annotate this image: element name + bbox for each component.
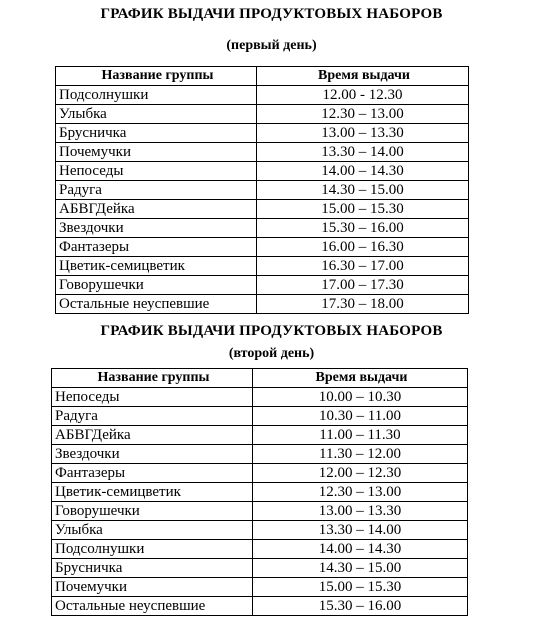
- table-row: [52, 502, 468, 521]
- day1-rows: [56, 86, 469, 314]
- group-name-cell: Звездочки: [56, 219, 257, 238]
- day2-schedule-table: [51, 368, 468, 616]
- group-name-cell: Говорушечки: [52, 502, 253, 521]
- group-name-cell: АБВГДейка: [52, 426, 253, 445]
- group-name-cell: АБВГДейка: [56, 200, 257, 219]
- time-slot-cell: 11.30 – 12.00: [253, 445, 468, 464]
- table-row: [52, 407, 468, 426]
- table-row: [52, 578, 468, 597]
- time-slot-cell: 17.00 – 17.30: [257, 276, 469, 295]
- day1-title: ГРАФИК ВЫДАЧИ ПРОДУКТОВЫХ НАБОРОВ: [100, 6, 443, 22]
- table-row: [56, 105, 469, 124]
- time-slot-cell: 16.30 – 17.00: [257, 257, 469, 276]
- column-header-time: Время выдачи: [253, 369, 468, 388]
- time-slot-cell: 14.00 – 14.30: [257, 162, 469, 181]
- group-name-cell: Улыбка: [52, 521, 253, 540]
- column-header-time: Время выдачи: [257, 67, 469, 86]
- time-slot-cell: 15.30 – 16.00: [253, 597, 468, 616]
- time-slot-cell: 14.30 – 15.00: [253, 559, 468, 578]
- group-name-cell: Непоседы: [56, 162, 257, 181]
- group-name-cell: Остальные неуспевшие: [52, 597, 253, 616]
- group-name-cell: Брусничка: [56, 124, 257, 143]
- table-row: [52, 445, 468, 464]
- table-row: [52, 426, 468, 445]
- time-slot-cell: 17.30 – 18.00: [257, 295, 469, 314]
- time-slot-cell: 10.30 – 11.00: [253, 407, 468, 426]
- group-name-cell: Фантазеры: [52, 464, 253, 483]
- time-slot-cell: 14.00 – 14.30: [253, 540, 468, 559]
- time-slot-cell: 15.30 – 16.00: [257, 219, 469, 238]
- table-row: [56, 219, 469, 238]
- time-slot-cell: 15.00 – 15.30: [253, 578, 468, 597]
- table-row: [56, 143, 469, 162]
- time-slot-cell: 15.00 – 15.30: [257, 200, 469, 219]
- group-name-cell: Говорушечки: [56, 276, 257, 295]
- table-row: [52, 540, 468, 559]
- day2-title: ГРАФИК ВЫДАЧИ ПРОДУКТОВЫХ НАБОРОВ: [100, 323, 443, 339]
- day2-subtitle: (второй день): [228, 346, 315, 361]
- group-name-cell: Подсолнушки: [52, 540, 253, 559]
- table-row: [52, 597, 468, 616]
- table-row: [52, 521, 468, 540]
- table-row: [56, 86, 469, 105]
- group-name-cell: Цветик-семицветик: [52, 483, 253, 502]
- day2-rows: [52, 388, 468, 616]
- table-row: [52, 388, 468, 407]
- table-row: [52, 559, 468, 578]
- time-slot-cell: 14.30 – 15.00: [257, 181, 469, 200]
- group-name-cell: Улыбка: [56, 105, 257, 124]
- time-slot-cell: 13.30 – 14.00: [257, 143, 469, 162]
- time-slot-cell: 13.30 – 14.00: [253, 521, 468, 540]
- time-slot-cell: 13.00 – 13.30: [253, 502, 468, 521]
- group-name-cell: Фантазеры: [56, 238, 257, 257]
- group-name-cell: Остальные неуспевшие: [56, 295, 257, 314]
- group-name-cell: Брусничка: [52, 559, 253, 578]
- group-name-cell: Радуга: [56, 181, 257, 200]
- table-row: [56, 276, 469, 295]
- group-name-cell: Цветик-семицветик: [56, 257, 257, 276]
- time-slot-cell: 13.00 – 13.30: [257, 124, 469, 143]
- column-header-group: Название группы: [56, 67, 257, 86]
- table-header-row: [56, 67, 469, 86]
- table-row: [56, 257, 469, 276]
- table-header-row: [52, 369, 468, 388]
- table-row: [52, 464, 468, 483]
- table-row: [56, 238, 469, 257]
- time-slot-cell: 16.00 – 16.30: [257, 238, 469, 257]
- day1-schedule-table: [55, 66, 469, 314]
- time-slot-cell: 12.00 - 12.30: [257, 86, 469, 105]
- group-name-cell: Почемучки: [56, 143, 257, 162]
- table-row: [56, 124, 469, 143]
- group-name-cell: Непоседы: [52, 388, 253, 407]
- group-name-cell: Радуга: [52, 407, 253, 426]
- table-row: [56, 181, 469, 200]
- time-slot-cell: 10.00 – 10.30: [253, 388, 468, 407]
- time-slot-cell: 11.00 – 11.30: [253, 426, 468, 445]
- time-slot-cell: 12.00 – 12.30: [253, 464, 468, 483]
- table-row: [56, 200, 469, 219]
- column-header-group: Название группы: [52, 369, 253, 388]
- time-slot-cell: 12.30 – 13.00: [253, 483, 468, 502]
- table-row: [52, 483, 468, 502]
- time-slot-cell: 12.30 – 13.00: [257, 105, 469, 124]
- table-row: [56, 295, 469, 314]
- day1-subtitle: (первый день): [226, 38, 317, 53]
- group-name-cell: Подсолнушки: [56, 86, 257, 105]
- group-name-cell: Звездочки: [52, 445, 253, 464]
- group-name-cell: Почемучки: [52, 578, 253, 597]
- table-row: [56, 162, 469, 181]
